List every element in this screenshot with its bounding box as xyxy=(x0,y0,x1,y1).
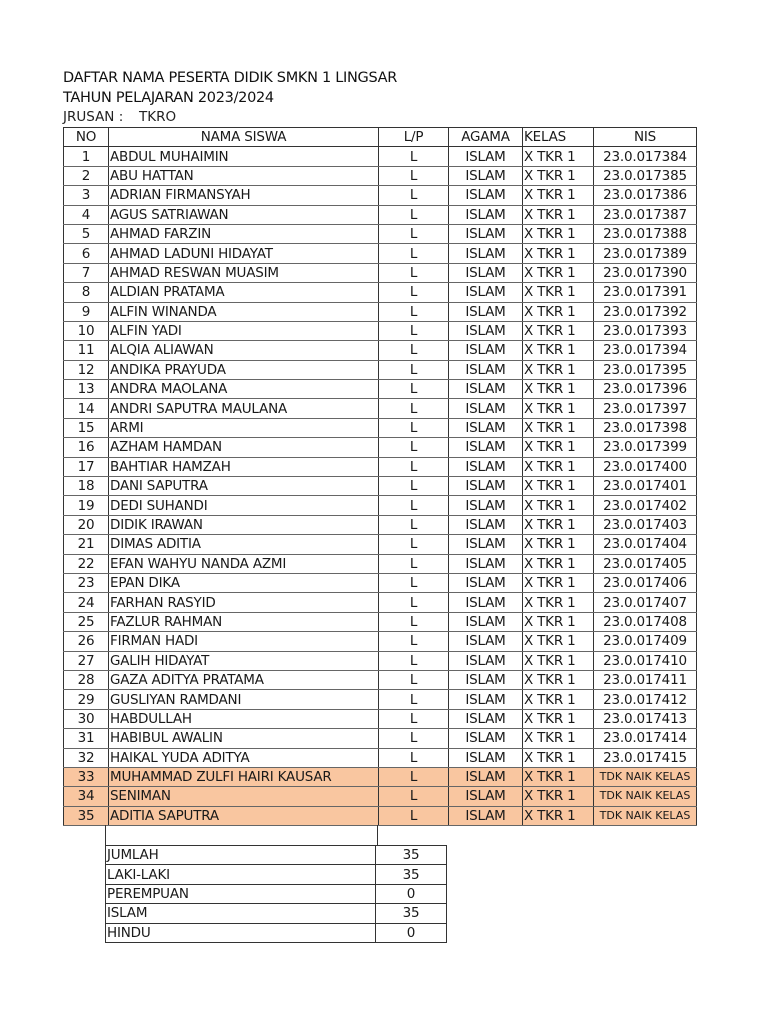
religion-cell: ISLAM xyxy=(449,573,523,592)
religion-cell: ISLAM xyxy=(449,593,523,612)
student-name-cell: EFAN WAHYU NANDA AZMI xyxy=(109,554,379,573)
religion-cell: ISLAM xyxy=(449,748,523,767)
table-row xyxy=(64,690,697,709)
table-row xyxy=(64,554,697,573)
gender-cell: L xyxy=(379,244,449,263)
gender-cell: L xyxy=(379,612,449,631)
religion-cell: ISLAM xyxy=(449,767,523,786)
summary-label: PEREMPUAN xyxy=(106,884,376,903)
class-cell: X TKR 1 xyxy=(523,263,594,282)
student-name-cell: ALQIA ALIAWAN xyxy=(109,341,379,360)
table-row xyxy=(64,651,697,670)
religion-cell: ISLAM xyxy=(449,729,523,748)
table-row xyxy=(64,244,697,263)
nis-cell: 23.0.017398 xyxy=(594,418,697,437)
student-name-cell: DEDI SUHANDI xyxy=(109,496,379,515)
row-no-cell: 3 xyxy=(64,186,109,205)
class-cell: X TKR 1 xyxy=(523,186,594,205)
religion-cell: ISLAM xyxy=(449,418,523,437)
row-no-cell: 29 xyxy=(64,690,109,709)
summary-row xyxy=(106,923,447,942)
gender-cell: L xyxy=(379,806,449,825)
summary-label: ISLAM xyxy=(106,904,376,923)
student-name-cell: DIMAS ADITIA xyxy=(109,535,379,554)
nis-cell: 23.0.017415 xyxy=(594,748,697,767)
nis-cell: 23.0.017411 xyxy=(594,670,697,689)
row-no-cell: 32 xyxy=(64,748,109,767)
class-cell: X TKR 1 xyxy=(523,806,594,825)
religion-cell: ISLAM xyxy=(449,302,523,321)
student-name-cell: HAIKAL YUDA ADITYA xyxy=(109,748,379,767)
row-no-cell: 23 xyxy=(64,573,109,592)
table-row xyxy=(64,477,697,496)
table-header-row xyxy=(64,128,697,147)
table-row xyxy=(64,399,697,418)
nis-cell: 23.0.017409 xyxy=(594,632,697,651)
nis-cell: 23.0.017391 xyxy=(594,283,697,302)
table-row xyxy=(64,670,697,689)
gender-cell: L xyxy=(379,263,449,282)
row-no-cell: 8 xyxy=(64,283,109,302)
summary-row xyxy=(106,904,447,923)
religion-cell: ISLAM xyxy=(449,205,523,224)
student-name-cell: AGUS SATRIAWAN xyxy=(109,205,379,224)
gender-cell: L xyxy=(379,729,449,748)
class-cell: X TKR 1 xyxy=(523,748,594,767)
row-no-cell: 6 xyxy=(64,244,109,263)
nis-cell: 23.0.017395 xyxy=(594,360,697,379)
religion-cell: ISLAM xyxy=(449,166,523,185)
table-row xyxy=(64,283,697,302)
gender-cell: L xyxy=(379,573,449,592)
religion-cell: ISLAM xyxy=(449,360,523,379)
nis-cell: 23.0.017412 xyxy=(594,690,697,709)
student-name-cell: EPAN DIKA xyxy=(109,573,379,592)
student-name-cell: AZHAM HAMDAN xyxy=(109,438,379,457)
jurusan-label: JRUSAN : xyxy=(63,109,124,125)
gender-cell: L xyxy=(379,224,449,243)
row-no-cell: 19 xyxy=(64,496,109,515)
student-name-cell: DIDIK IRAWAN xyxy=(109,515,379,534)
table-row xyxy=(64,787,697,806)
summary-label: LAKI-LAKI xyxy=(106,865,376,884)
religion-cell: ISLAM xyxy=(449,477,523,496)
student-name-cell: ANDRI SAPUTRA MAULANA xyxy=(109,399,379,418)
document-title: DAFTAR NAMA PESERTA DIDIK SMKN 1 LINGSAR xyxy=(63,70,398,86)
religion-cell: ISLAM xyxy=(449,806,523,825)
summary-value: 0 xyxy=(376,923,447,942)
class-cell: X TKR 1 xyxy=(523,612,594,631)
gender-cell: L xyxy=(379,166,449,185)
summary-table xyxy=(105,845,447,943)
nis-cell: 23.0.017402 xyxy=(594,496,697,515)
class-cell: X TKR 1 xyxy=(523,632,594,651)
table-row xyxy=(64,205,697,224)
religion-cell: ISLAM xyxy=(449,554,523,573)
religion-cell: ISLAM xyxy=(449,670,523,689)
student-name-cell: SENIMAN xyxy=(109,787,379,806)
student-name-cell: ALFIN WINANDA xyxy=(109,302,379,321)
gender-cell: L xyxy=(379,593,449,612)
student-name-cell: MUHAMMAD ZULFI HAIRI KAUSAR xyxy=(109,767,379,786)
row-no-cell: 28 xyxy=(64,670,109,689)
column-header-lp: L/P xyxy=(379,128,449,147)
class-cell: X TKR 1 xyxy=(523,399,594,418)
student-name-cell: ANDRA MAOLANA xyxy=(109,380,379,399)
nis-cell: 23.0.017397 xyxy=(594,399,697,418)
religion-cell: ISLAM xyxy=(449,147,523,166)
nis-cell: 23.0.017385 xyxy=(594,166,697,185)
gender-cell: L xyxy=(379,205,449,224)
nis-cell: 23.0.017396 xyxy=(594,380,697,399)
student-name-cell: GALIH HIDAYAT xyxy=(109,651,379,670)
row-no-cell: 31 xyxy=(64,729,109,748)
table-row xyxy=(64,593,697,612)
gender-cell: L xyxy=(379,651,449,670)
student-name-cell: AHMAD FARZIN xyxy=(109,224,379,243)
table-row xyxy=(64,418,697,437)
table-row xyxy=(64,709,697,728)
nis-cell: 23.0.017408 xyxy=(594,612,697,631)
religion-cell: ISLAM xyxy=(449,438,523,457)
row-no-cell: 26 xyxy=(64,632,109,651)
student-name-cell: ALFIN YADI xyxy=(109,321,379,340)
table-row xyxy=(64,457,697,476)
religion-cell: ISLAM xyxy=(449,321,523,340)
row-no-cell: 2 xyxy=(64,166,109,185)
student-name-cell: HABDULLAH xyxy=(109,709,379,728)
religion-cell: ISLAM xyxy=(449,535,523,554)
gender-cell: L xyxy=(379,496,449,515)
row-no-cell: 13 xyxy=(64,380,109,399)
gender-cell: L xyxy=(379,632,449,651)
table-row xyxy=(64,224,697,243)
religion-cell: ISLAM xyxy=(449,612,523,631)
nis-cell: 23.0.017390 xyxy=(594,263,697,282)
class-cell: X TKR 1 xyxy=(523,767,594,786)
row-no-cell: 20 xyxy=(64,515,109,534)
column-header-no: NO xyxy=(64,128,109,147)
summary-value: 35 xyxy=(376,865,447,884)
religion-cell: ISLAM xyxy=(449,380,523,399)
jurusan-value: TKRO xyxy=(139,109,177,125)
student-name-cell: GAZA ADITYA PRATAMA xyxy=(109,670,379,689)
row-no-cell: 7 xyxy=(64,263,109,282)
row-no-cell: 15 xyxy=(64,418,109,437)
class-cell: X TKR 1 xyxy=(523,360,594,379)
row-no-cell: 27 xyxy=(64,651,109,670)
student-name-cell: HABIBUL AWALIN xyxy=(109,729,379,748)
religion-cell: ISLAM xyxy=(449,651,523,670)
student-name-cell: AHMAD LADUNI HIDAYAT xyxy=(109,244,379,263)
table-row xyxy=(64,612,697,631)
gender-cell: L xyxy=(379,321,449,340)
class-cell: X TKR 1 xyxy=(523,690,594,709)
summary-label: HINDU xyxy=(106,923,376,942)
row-no-cell: 17 xyxy=(64,457,109,476)
nis-cell: 23.0.017389 xyxy=(594,244,697,263)
religion-cell: ISLAM xyxy=(449,496,523,515)
class-cell: X TKR 1 xyxy=(523,573,594,592)
summary-row xyxy=(106,865,447,884)
row-no-cell: 16 xyxy=(64,438,109,457)
summary-row xyxy=(106,884,447,903)
gender-cell: L xyxy=(379,399,449,418)
class-cell: X TKR 1 xyxy=(523,438,594,457)
religion-cell: ISLAM xyxy=(449,709,523,728)
class-cell: X TKR 1 xyxy=(523,496,594,515)
class-cell: X TKR 1 xyxy=(523,593,594,612)
table-row xyxy=(64,360,697,379)
student-name-cell: ABU HATTAN xyxy=(109,166,379,185)
table-row xyxy=(64,263,697,282)
row-no-cell: 21 xyxy=(64,535,109,554)
gender-cell: L xyxy=(379,457,449,476)
nis-cell: 23.0.017413 xyxy=(594,709,697,728)
nis-cell: 23.0.017407 xyxy=(594,593,697,612)
table-row xyxy=(64,321,697,340)
empty-cell xyxy=(105,825,378,845)
nis-cell: 23.0.017406 xyxy=(594,573,697,592)
academic-year: TAHUN PELAJARAN 2023/2024 xyxy=(63,90,274,106)
religion-cell: ISLAM xyxy=(449,457,523,476)
class-cell: X TKR 1 xyxy=(523,709,594,728)
table-row xyxy=(64,806,697,825)
gender-cell: L xyxy=(379,690,449,709)
summary-value: 35 xyxy=(376,904,447,923)
table-row xyxy=(64,729,697,748)
nis-cell: 23.0.017403 xyxy=(594,515,697,534)
class-cell: X TKR 1 xyxy=(523,205,594,224)
religion-cell: ISLAM xyxy=(449,787,523,806)
class-cell: X TKR 1 xyxy=(523,729,594,748)
student-name-cell: BAHTIAR HAMZAH xyxy=(109,457,379,476)
gender-cell: L xyxy=(379,360,449,379)
nis-cell: 23.0.017392 xyxy=(594,302,697,321)
class-cell: X TKR 1 xyxy=(523,457,594,476)
row-no-cell: 10 xyxy=(64,321,109,340)
gender-cell: L xyxy=(379,709,449,728)
student-name-cell: FAZLUR RAHMAN xyxy=(109,612,379,631)
student-name-cell: ARMI xyxy=(109,418,379,437)
gender-cell: L xyxy=(379,283,449,302)
nis-cell: 23.0.017386 xyxy=(594,186,697,205)
student-table xyxy=(63,127,697,826)
row-no-cell: 35 xyxy=(64,806,109,825)
gender-cell: L xyxy=(379,787,449,806)
row-no-cell: 11 xyxy=(64,341,109,360)
religion-cell: ISLAM xyxy=(449,399,523,418)
student-name-cell: ABDUL MUHAIMIN xyxy=(109,147,379,166)
class-cell: X TKR 1 xyxy=(523,321,594,340)
nis-cell: 23.0.017404 xyxy=(594,535,697,554)
gender-cell: L xyxy=(379,418,449,437)
gender-cell: L xyxy=(379,748,449,767)
gender-cell: L xyxy=(379,515,449,534)
column-header-nis: NIS xyxy=(594,128,697,147)
student-name-cell: ADITIA SAPUTRA xyxy=(109,806,379,825)
student-name-cell: ALDIAN PRATAMA xyxy=(109,283,379,302)
row-no-cell: 24 xyxy=(64,593,109,612)
nis-cell: 23.0.017399 xyxy=(594,438,697,457)
gender-cell: L xyxy=(379,767,449,786)
row-no-cell: 33 xyxy=(64,767,109,786)
nis-cell: 23.0.017394 xyxy=(594,341,697,360)
row-no-cell: 4 xyxy=(64,205,109,224)
class-cell: X TKR 1 xyxy=(523,302,594,321)
table-row xyxy=(64,632,697,651)
nis-cell: 23.0.017393 xyxy=(594,321,697,340)
religion-cell: ISLAM xyxy=(449,224,523,243)
religion-cell: ISLAM xyxy=(449,263,523,282)
class-cell: X TKR 1 xyxy=(523,283,594,302)
table-row xyxy=(64,535,697,554)
row-no-cell: 1 xyxy=(64,147,109,166)
nis-cell: 23.0.017388 xyxy=(594,224,697,243)
table-row xyxy=(64,147,697,166)
row-no-cell: 34 xyxy=(64,787,109,806)
gender-cell: L xyxy=(379,341,449,360)
religion-cell: ISLAM xyxy=(449,244,523,263)
class-cell: X TKR 1 xyxy=(523,515,594,534)
row-no-cell: 22 xyxy=(64,554,109,573)
row-no-cell: 25 xyxy=(64,612,109,631)
gender-cell: L xyxy=(379,302,449,321)
class-cell: X TKR 1 xyxy=(523,224,594,243)
table-row xyxy=(64,573,697,592)
nis-cell: TDK NAIK KELAS xyxy=(594,767,697,786)
summary-row xyxy=(106,846,447,865)
religion-cell: ISLAM xyxy=(449,186,523,205)
class-cell: X TKR 1 xyxy=(523,554,594,573)
student-name-cell: DANI SAPUTRA xyxy=(109,477,379,496)
class-cell: X TKR 1 xyxy=(523,244,594,263)
nis-cell: 23.0.017384 xyxy=(594,147,697,166)
religion-cell: ISLAM xyxy=(449,283,523,302)
gender-cell: L xyxy=(379,477,449,496)
row-no-cell: 5 xyxy=(64,224,109,243)
gender-cell: L xyxy=(379,554,449,573)
table-row xyxy=(64,767,697,786)
class-cell: X TKR 1 xyxy=(523,166,594,185)
column-header-name: NAMA SISWA xyxy=(109,128,379,147)
religion-cell: ISLAM xyxy=(449,690,523,709)
gender-cell: L xyxy=(379,535,449,554)
summary-value: 35 xyxy=(376,846,447,865)
class-cell: X TKR 1 xyxy=(523,341,594,360)
nis-cell: TDK NAIK KELAS xyxy=(594,787,697,806)
nis-cell: 23.0.017405 xyxy=(594,554,697,573)
row-no-cell: 18 xyxy=(64,477,109,496)
class-cell: X TKR 1 xyxy=(523,651,594,670)
class-cell: X TKR 1 xyxy=(523,535,594,554)
class-cell: X TKR 1 xyxy=(523,477,594,496)
student-name-cell: FIRMAN HADI xyxy=(109,632,379,651)
class-cell: X TKR 1 xyxy=(523,670,594,689)
class-cell: X TKR 1 xyxy=(523,418,594,437)
class-cell: X TKR 1 xyxy=(523,147,594,166)
table-row xyxy=(64,748,697,767)
table-row xyxy=(64,166,697,185)
row-no-cell: 12 xyxy=(64,360,109,379)
class-cell: X TKR 1 xyxy=(523,380,594,399)
summary-value: 0 xyxy=(376,884,447,903)
gender-cell: L xyxy=(379,670,449,689)
nis-cell: 23.0.017410 xyxy=(594,651,697,670)
class-cell: X TKR 1 xyxy=(523,787,594,806)
jurusan-line xyxy=(63,109,176,125)
table-row xyxy=(64,515,697,534)
nis-cell: 23.0.017401 xyxy=(594,477,697,496)
nis-cell: 23.0.017387 xyxy=(594,205,697,224)
student-name-cell: AHMAD RESWAN MUASIM xyxy=(109,263,379,282)
religion-cell: ISLAM xyxy=(449,341,523,360)
student-name-cell: GUSLIYAN RAMDANI xyxy=(109,690,379,709)
student-name-cell: ANDIKA PRAYUDA xyxy=(109,360,379,379)
table-row xyxy=(64,186,697,205)
religion-cell: ISLAM xyxy=(449,632,523,651)
gender-cell: L xyxy=(379,438,449,457)
column-header-agama: AGAMA xyxy=(449,128,523,147)
table-row xyxy=(64,438,697,457)
nis-cell: TDK NAIK KELAS xyxy=(594,806,697,825)
gender-cell: L xyxy=(379,186,449,205)
row-no-cell: 9 xyxy=(64,302,109,321)
religion-cell: ISLAM xyxy=(449,515,523,534)
row-no-cell: 30 xyxy=(64,709,109,728)
column-header-kelas: KELAS xyxy=(523,128,594,147)
table-row xyxy=(64,302,697,321)
table-row xyxy=(64,380,697,399)
gender-cell: L xyxy=(379,380,449,399)
table-row xyxy=(64,496,697,515)
nis-cell: 23.0.017400 xyxy=(594,457,697,476)
row-no-cell: 14 xyxy=(64,399,109,418)
student-name-cell: FARHAN RASYID xyxy=(109,593,379,612)
gender-cell: L xyxy=(379,147,449,166)
table-row xyxy=(64,341,697,360)
summary-label: JUMLAH xyxy=(106,846,376,865)
student-name-cell: ADRIAN FIRMANSYAH xyxy=(109,186,379,205)
nis-cell: 23.0.017414 xyxy=(594,729,697,748)
